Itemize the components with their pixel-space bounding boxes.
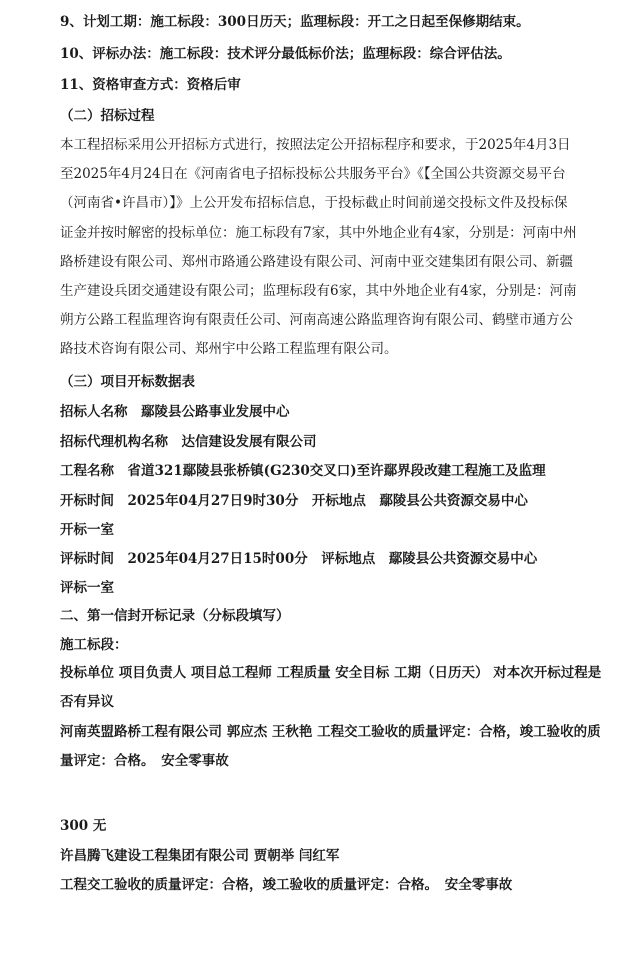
bidder-1-line-1: 河南英盟路桥工程有限公司 郭应杰 王秋艳 工程交工验收的质量评定：合格，竣工验收的质 bbox=[60, 724, 601, 740]
tenderer-name: 招标人名称 鄢陵县公路事业发展中心 bbox=[60, 404, 290, 420]
agency-name: 招标代理机构名称 达信建设发展有限公司 bbox=[60, 434, 317, 450]
clause-11-qualification: 11、资格审查方式：资格后审 bbox=[60, 77, 241, 93]
tender-process-paragraph: 本工程招标采用公开招标方式进行，按照法定公开招标程序和要求，于2025年4月3日至2025年4月24日在《河南省电子招标投标公共服务平台》《【全国公共资源交易平台（河南省•许昌市）】》上公开发布招标信息，于投标截止时间前递交投标文件及投标保证金并按时解密的投标单位：施工标段有7家，其中外地企业有4家，分别是：河南中州路桥建设有限公司、郑州市路通公路建设有限公司、河南中亚交建集团有限公司、新疆生产建设兵团交通建设有限公司；监理标段有6家，其中外地企业有4家，分别是：河南朔方公路工程监理咨询有限责任公司、河南高速公路监理咨询有限公司、鹤壁市通方公路技术咨询有限公司、郑州宇中公路工程监理有限公司。 bbox=[60, 137, 577, 358]
evaluation-room: 评标一室 bbox=[60, 580, 114, 596]
bidder-2-line-2: 工程交工验收的质量评定：合格，竣工验收的质量评定：合格。 安全零事故 bbox=[60, 877, 513, 893]
first-envelope-heading: 二、第一信封开标记录（分标段填写） bbox=[60, 608, 290, 624]
clause-10-evaluation: 10、评标办法：施工标段：技术评分最低标价法；监理标段：综合评估法。 bbox=[60, 46, 511, 62]
clause-9-schedule: 9、计划工期：施工标段：300日历天；监理标段：开工之日起至保修期结束。 bbox=[60, 14, 530, 30]
table-header-line-1: 投标单位 项目负责人 项目总工程师 工程质量 安全目标 工期（日历天） 对本次开标过程是 bbox=[60, 665, 602, 681]
table-header-line-2: 否有异议 bbox=[60, 694, 114, 710]
bidder-2-line-1: 许昌腾飞建设工程集团有限公司 贾朝举 闫红军 bbox=[60, 848, 340, 864]
opening-room: 开标一室 bbox=[60, 522, 114, 538]
construction-section-label: 施工标段： bbox=[60, 637, 128, 653]
bidder-1-duration-objection: 300 无 bbox=[60, 818, 107, 834]
evaluation-time-place: 评标时间 2025年04月27日15时00分 评标地点 鄢陵县公共资源交易中心 bbox=[60, 551, 538, 567]
opening-time-place: 开标时间 2025年04月27日9时30分 开标地点 鄢陵县公共资源交易中心 bbox=[60, 493, 528, 509]
bidder-1-line-2: 量评定：合格。 安全零事故 bbox=[60, 753, 229, 769]
section-tender-process-heading: （二）招标过程 bbox=[60, 108, 155, 124]
section-opening-data-heading: （三）项目开标数据表 bbox=[60, 374, 195, 390]
project-name: 工程名称 省道321鄢陵县张桥镇(G230交叉口)至许鄢界段改建工程施工及监理 bbox=[60, 463, 546, 479]
